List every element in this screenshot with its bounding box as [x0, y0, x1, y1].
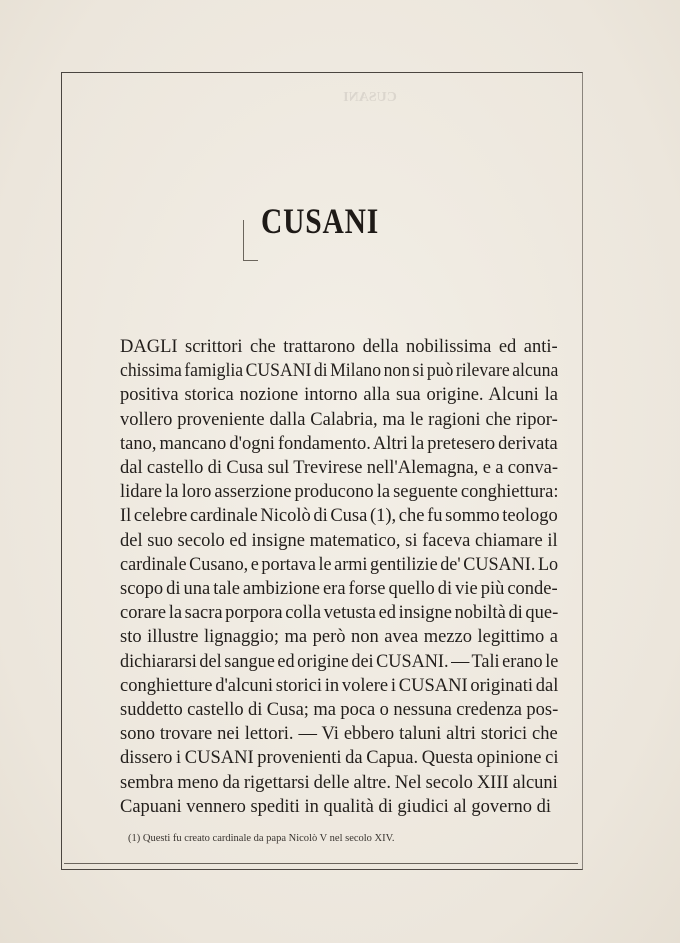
- text-line: [120, 456, 558, 480]
- text-line: [120, 625, 558, 649]
- text-line: [120, 650, 558, 674]
- text-line: [120, 529, 558, 553]
- ink-mark: [243, 220, 258, 261]
- text-line: [120, 383, 558, 407]
- text-line: [120, 795, 558, 819]
- bleed-through-heading: CUSANI: [343, 90, 397, 105]
- text-line: [120, 432, 558, 456]
- text-line-content: scopo di una tale ambizione era forse quello di vie più conde-: [120, 579, 558, 600]
- text-line-content: dichiararsi del sangue ed origine dei CUSANI. — Tali erano le: [120, 651, 559, 672]
- text-line-content: suddetto castello di Cusa; ma poca o nessuna credenza pos-: [120, 700, 559, 721]
- text-line-content: dissero i CUSANI provenienti da Capua. Questa opinione ci: [120, 748, 559, 769]
- text-line: [120, 335, 558, 359]
- body-text: [120, 335, 558, 819]
- text-line: [120, 771, 558, 795]
- text-line-content: conghietture d'alcuni storici in volere i CUSANI originati dal: [120, 675, 559, 696]
- text-line-content: dal castello di Cusa sul Trevirese nell'Alemagna, e a conva-: [120, 458, 559, 479]
- text-line-content: sto illustre lignaggio; ma però non avea mezzo legittimo a: [120, 627, 559, 648]
- text-line: [120, 504, 558, 528]
- text-line-content: chissima famiglia CUSANI di Milano non si può rilevare alcuna: [120, 361, 559, 382]
- page-border-inner-line: [64, 863, 578, 864]
- text-line: [120, 359, 558, 383]
- text-line: [120, 698, 558, 722]
- text-line-content: sembra meno da rigettarsi delle altre. Nel secolo XIII alcuni: [120, 772, 558, 793]
- text-line-content: DAGLI scrittori che trattarono della nobilissima ed anti-: [120, 337, 558, 357]
- text-line: [120, 577, 558, 601]
- text-line-content: Capuani vennero spediti in qualità di giudici al governo di: [120, 796, 552, 817]
- page-title: CUSANI: [260, 201, 380, 241]
- text-line-content: del suo secolo ed insigne matematico, si faceva chiamare il: [120, 530, 558, 551]
- text-line-content: lidare la loro asserzione producono la seguente conghiettura:: [120, 482, 559, 503]
- text-line: [120, 746, 558, 770]
- text-line: [120, 408, 558, 432]
- text-line-content: tano, mancano d'ogni fondamento. Altri la pretesero derivata: [120, 433, 558, 454]
- text-line-content: vollero proveniente dalla Calabria, ma le ragioni che ripor-: [120, 409, 558, 430]
- text-line-content: sono trovare nei lettori. — Vi ebbero taluni altri storici che: [120, 724, 558, 745]
- text-line: [120, 674, 558, 698]
- text-line: [120, 553, 558, 577]
- text-line: [120, 480, 558, 504]
- text-line: [120, 601, 558, 625]
- text-line: [120, 722, 558, 746]
- text-line-content: Il celebre cardinale Nicolò di Cusa (1), che fu sommo teologo: [120, 506, 558, 527]
- text-line-content: cardinale Cusano, e portava le armi gentilizie de' CUSANI. Lo: [120, 554, 559, 575]
- text-line-content: corare la sacra porpora colla vetusta ed insigne nobiltà di que-: [120, 603, 559, 624]
- footnote: (1) Questi fu creato cardinale da papa Nicolò V nel secolo XIV.: [128, 833, 395, 844]
- text-line-content: positiva storica nozione intorno alla sua origine. Alcuni la: [120, 385, 558, 406]
